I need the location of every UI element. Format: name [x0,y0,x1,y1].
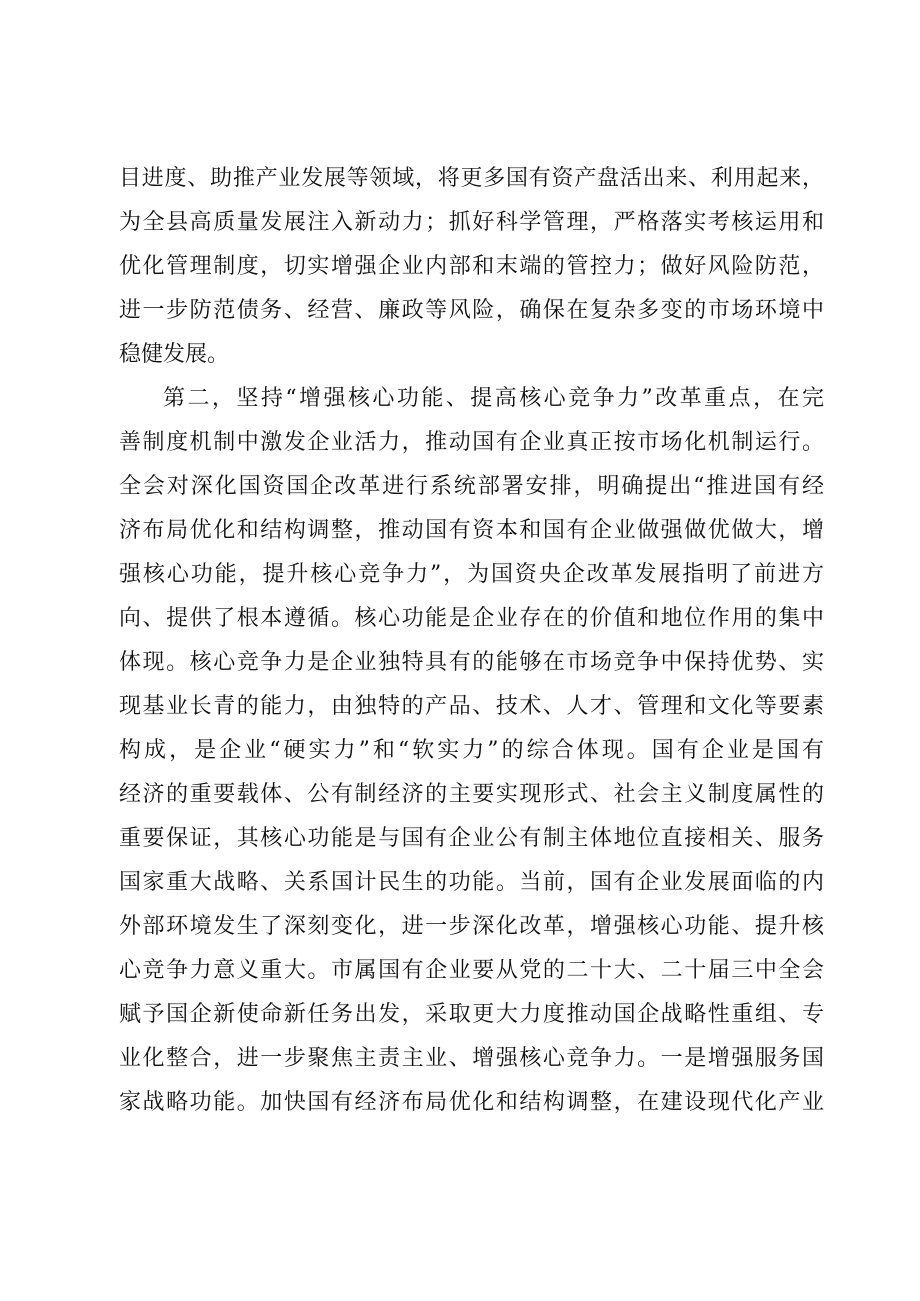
text-line: 向、提供了根本遵循。核心功能是企业存在的价值和地位作用的集中 [119,606,824,631]
text-line: 现基业长青的能力，由独特的产品、技术、人才、管理和文化等要素 [119,694,824,719]
text-line: 重要保证，其核心功能是与国有企业公有制主体地位直接相关、服务 [119,826,824,851]
text-line: 进一步防范债务、经营、廉政等风险，确保在复杂多变的市场环境中 [119,298,824,323]
body-text [119,157,824,1125]
text-line: 外部环境发生了深刻变化，进一步深化改革，增强核心功能、提升核 [119,914,824,939]
text-line: 目进度、助推产业发展等领域，将更多国有资产盘活出来、利用起来， [119,166,824,191]
text-line: 善制度机制中激发企业活力，推动国有企业真正按市场化机制运行。 [119,430,824,455]
text-line: 国家重大战略、关系国计民生的功能。当前，国有企业发展面临的内 [119,870,824,895]
text-line: 稳健发展。 [119,342,230,367]
text-line: 优化管理制度，切实增强企业内部和末端的管控力；做好风险防范， [119,254,824,279]
text-line: 构成，是企业“硬实力”和“软实力”的综合体现。国有企业是国有 [119,738,824,763]
text-line: 赋予国企新使命新任务出发，采取更大力度推动国企战略性重组、专 [119,1002,824,1027]
text-line: 强核心功能，提升核心竞争力”，为国资央企改革发展指明了前进方 [119,562,824,587]
text-line: 体现。核心竞争力是企业独特具有的能够在市场竞争中保持优势、实 [119,650,824,675]
text-line: 业化整合，进一步聚焦主责主业、增强核心竞争力。一是增强服务国 [119,1046,824,1071]
text-line: 家战略功能。加快国有经济布局优化和结构调整，在建设现代化产业 [119,1090,824,1115]
text-line: 济布局优化和结构调整，推动国有资本和国有企业做强做优做大，增 [119,518,824,543]
text-line: 全会对深化国资国企改革进行系统部署安排，明确提出“推进国有经 [119,474,824,499]
text-line: 心竞争力意义重大。市属国有企业要从党的二十大、二十届三中全会 [119,958,824,983]
paragraph-first-line: 第二，坚持“增强核心功能、提高核心竞争力”改革重点，在完 [163,386,824,411]
text-line: 为全县高质量发展注入新动力；抓好科学管理，严格落实考核运用和 [119,210,824,235]
text-line: 经济的重要载体、公有制经济的主要实现形式、社会主义制度属性的 [119,782,824,807]
